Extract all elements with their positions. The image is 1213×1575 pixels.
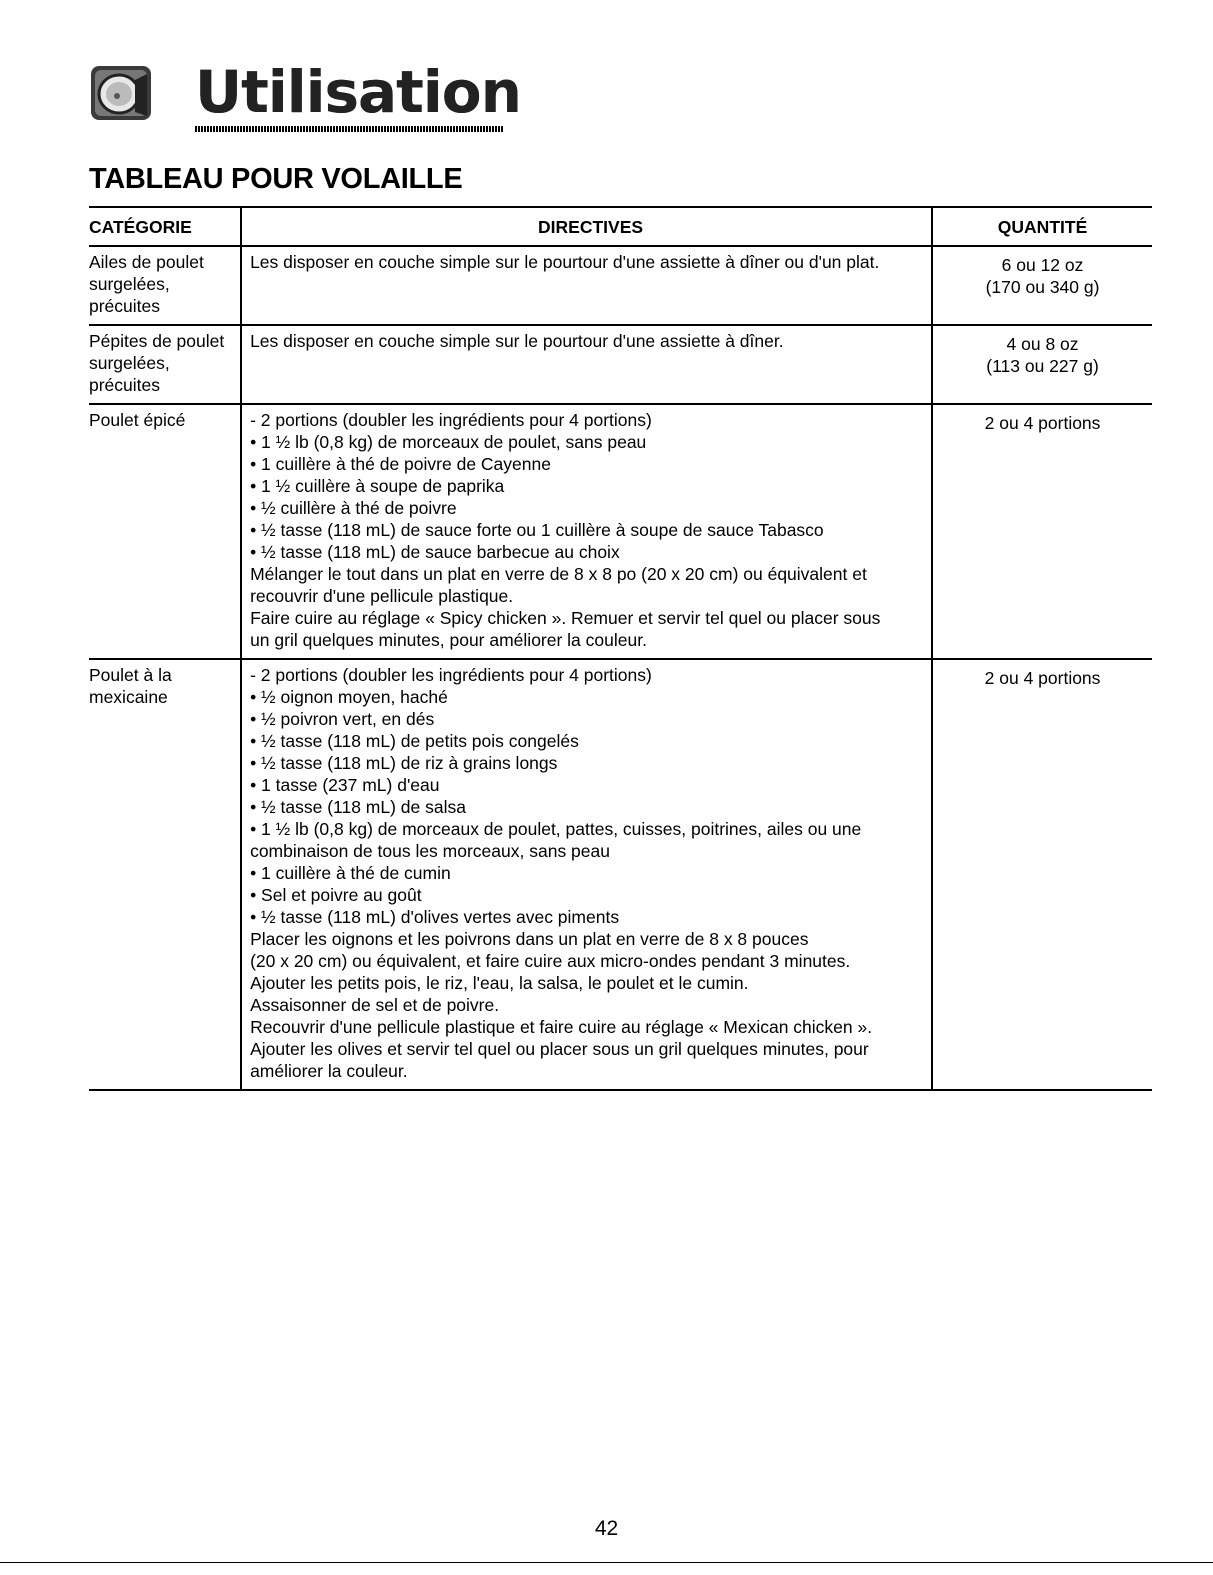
directives-line: • ½ tasse (118 mL) de salsa (250, 797, 466, 817)
category-line: Poulet à la (89, 665, 172, 685)
directives-line: • ½ poivron vert, en dés (250, 709, 435, 729)
directives-line: • ½ tasse (118 mL) de sauce forte ou 1 cuillère à soupe de sauce Tabasco (250, 520, 824, 540)
quantity-line: 6 ou 12 oz (1001, 255, 1084, 275)
directives-line: • Sel et poivre au goût (250, 885, 422, 905)
table-header-row (89, 207, 1152, 246)
directives-line: • ½ oignon moyen, haché (250, 687, 448, 707)
directives-line: Ajouter les olives et servir tel quel ou placer sous un gril quelques minutes, pour (250, 1039, 869, 1059)
directives-cell (241, 246, 932, 325)
quantity-cell (932, 325, 1152, 404)
directives-line: Placer les oignons et les poivrons dans un plat en verre de 8 x 8 pouces (250, 929, 809, 949)
quantity-line: 2 ou 4 portions (984, 413, 1101, 433)
header-category: CATÉGORIE (89, 216, 192, 237)
directives-cell (241, 325, 932, 404)
directives-line: Recouvrir d'une pellicule plastique et faire cuire au réglage « Mexican chicken ». (250, 1017, 873, 1037)
category-cell (89, 246, 241, 325)
section-title: Utilisation (195, 58, 521, 126)
header-directives: DIRECTIVES (241, 207, 932, 246)
directives-line: • 1 cuillère à thé de cumin (250, 863, 451, 883)
directives-cell (241, 404, 932, 659)
directives-line: Assaisonner de sel et de poivre. (250, 995, 500, 1015)
directives-line: Mélanger le tout dans un plat en verre de 8 x 8 po (20 x 20 cm) ou équivalent et (250, 564, 867, 584)
quantity-line: (170 ou 340 g) (985, 277, 1100, 297)
directives-line: améliorer la couleur. (250, 1061, 408, 1081)
category-line: surgelées, (89, 274, 170, 294)
directives-line: • 1 tasse (237 mL) d'eau (250, 775, 440, 795)
directives-line: Ajouter les petits pois, le riz, l'eau, la salsa, le poulet et le cumin. (250, 973, 749, 993)
category-line: Pépites de poulet (89, 331, 225, 351)
directives-line: • ½ tasse (118 mL) de riz à grains longs (250, 753, 558, 773)
header-quantity: QUANTITÉ (932, 207, 1152, 246)
page-number: 42 (594, 1517, 619, 1540)
poultry-table (89, 206, 1152, 1091)
directives-line: Les disposer en couche simple sur le pourtour d'une assiette à dîner. (250, 331, 784, 351)
directives-line: combinaison de tous les morceaux, sans peau (250, 841, 610, 861)
category-cell (89, 659, 241, 1090)
category-line: mexicaine (89, 687, 168, 707)
directives-line: Les disposer en couche simple sur le pourtour d'une assiette à dîner ou d'un plat. (250, 252, 880, 272)
quantity-line: 2 ou 4 portions (984, 668, 1101, 688)
category-line: surgelées, (89, 353, 170, 373)
table-row (89, 404, 1152, 659)
directives-line: • ½ cuillère à thé de poivre (250, 498, 457, 518)
directives-line: un gril quelques minutes, pour améliorer la couleur. (250, 630, 647, 650)
directives-line: • 1 ½ lb (0,8 kg) de morceaux de poulet, sans peau (250, 432, 647, 452)
category-line: Poulet épicé (89, 410, 186, 430)
quantity-cell (932, 404, 1152, 659)
directives-line: - 2 portions (doubler les ingrédients pour 4 portions) (250, 665, 652, 685)
directives-line: recouvrir d'une pellicule plastique. (250, 586, 514, 606)
quantity-line: 4 ou 8 oz (1006, 334, 1079, 354)
directives-line: • 1 ½ lb (0,8 kg) de morceaux de poulet, pattes, cuisses, poitrines, ailes ou une (250, 819, 862, 839)
directives-line: • 1 ½ cuillère à soupe de paprika (250, 476, 505, 496)
directives-line: • ½ tasse (118 mL) de petits pois congelés (250, 731, 579, 751)
category-line: précuites (89, 296, 161, 316)
quantity-line: (113 ou 227 g) (986, 356, 1099, 376)
table-row (89, 246, 1152, 325)
directives-line: • ½ tasse (118 mL) d'olives vertes avec piments (250, 907, 620, 927)
page-header (89, 52, 521, 142)
directives-line: - 2 portions (doubler les ingrédients pour 4 portions) (250, 410, 652, 430)
directives-line: • ½ tasse (118 mL) de sauce barbecue au choix (250, 542, 620, 562)
bottom-rule (0, 1562, 1213, 1563)
directives-line: (20 x 20 cm) ou équivalent, et faire cuire aux micro-ondes pendant 3 minutes. (250, 951, 851, 971)
category-cell (89, 325, 241, 404)
oven-window-icon (89, 60, 153, 124)
quantity-cell (932, 659, 1152, 1090)
table-row (89, 325, 1152, 404)
category-line: précuites (89, 375, 161, 395)
table-row (89, 659, 1152, 1090)
category-cell (89, 404, 241, 659)
table-body (89, 246, 1152, 1090)
directives-line: Faire cuire au réglage « Spicy chicken ». Remuer et servir tel quel ou placer sous (250, 608, 881, 628)
directives-cell (241, 659, 932, 1090)
directives-line: • 1 cuillère à thé de poivre de Cayenne (250, 454, 551, 474)
quantity-cell (932, 246, 1152, 325)
table-title: TABLEAU POUR VOLAILLE (89, 163, 463, 195)
title-underline (195, 126, 503, 132)
category-line: Ailes de poulet (89, 252, 204, 272)
